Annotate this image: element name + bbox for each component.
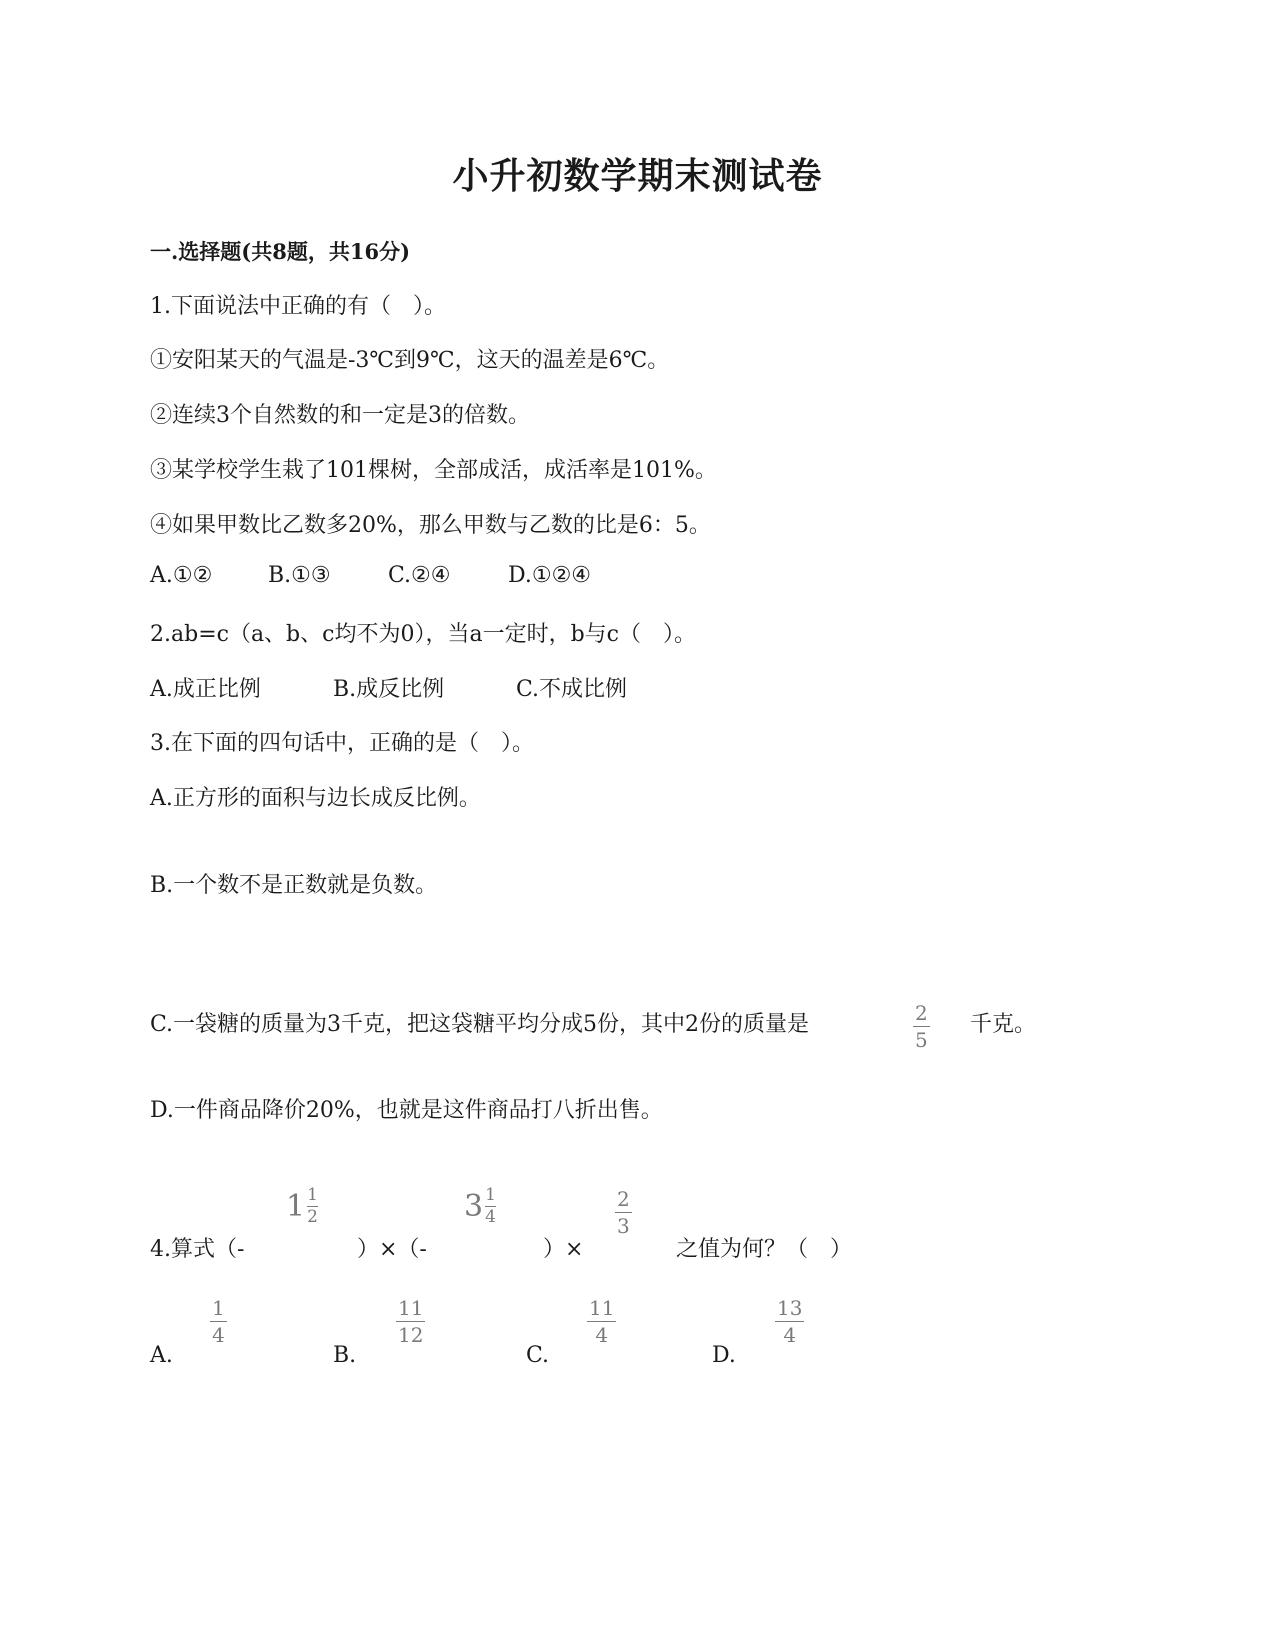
question-3-fraction [913,1003,930,1050]
question-4-stem-mid-2: ）× [543,1237,584,1262]
question-1-statement-3: ③某学校学生栽了101棵树，全部成活，成活率是101%。 [150,458,717,483]
question-4-option-a-fraction [210,1298,227,1345]
question-1-statement-1: ①安阳某天的气温是-3℃到9℃，这天的温差是6℃。 [150,348,670,373]
question-1-statement-2: ②连续3个自然数的和一定是3的倍数。 [150,403,530,428]
fraction-numerator: 2 [915,1001,928,1025]
question-3-unit: 千克。 [970,1012,1037,1037]
question-3-option-d: D.一件商品降价20%，也就是这件商品打八折出售。 [150,1098,663,1123]
fraction-numerator: 11 [589,1296,615,1320]
fraction-denominator: 3 [617,1214,630,1238]
mixed-denominator: 2 [307,1207,318,1227]
question-4-option-b-fraction [396,1298,425,1345]
question-2-option-b: B.成反比例 [333,677,445,702]
question-4-mixed-number-2 [464,1187,496,1226]
question-4-stem-start: 4.算式（- [150,1237,245,1262]
fraction-bar [913,1026,930,1027]
fraction-bar [587,1321,616,1322]
question-4-option-b-label: B. [333,1343,357,1368]
fraction-bar [615,1212,632,1213]
fraction-denominator: 4 [783,1323,797,1347]
question-3-option-c: C.一袋糖的质量为3千克，把这袋糖平均分成5份，其中2份的质量是 [150,1012,810,1037]
fraction-numerator: 11 [398,1296,424,1320]
fraction-denominator: 4 [595,1323,609,1347]
question-4-option-d-label: D. [712,1343,736,1368]
fraction-numerator: 2 [617,1187,630,1211]
question-2-stem: 2.ab=c（a、b、c均不为0），当a一定时，b与c（ ）。 [150,622,696,647]
fraction-bar [210,1321,227,1322]
question-3-option-b: B.一个数不是正数就是负数。 [150,873,438,898]
question-3-stem: 3.在下面的四句话中，正确的是（ ）。 [150,731,534,756]
question-1-option-b: B.①③ [268,563,331,588]
question-4-option-d-fraction [775,1298,804,1345]
question-4-stem-mid-1: ）×（- [357,1237,427,1262]
question-1-stem: 1.下面说法中正确的有（ ）。 [150,294,446,319]
fraction-bar [775,1321,804,1322]
question-2-option-c: C.不成比例 [516,677,628,702]
question-1-statement-4: ④如果甲数比乙数多20%，那么甲数与乙数的比是6：5。 [150,513,711,538]
question-1-option-c: C.②④ [388,563,451,588]
mixed-numerator: 1 [307,1185,318,1205]
fraction-denominator: 12 [398,1323,424,1347]
question-4-option-c-label: C. [526,1343,550,1368]
question-4-option-a-label: A. [150,1343,173,1368]
question-2-option-a: A.成正比例 [150,677,261,702]
section-heading: 一.选择题(共8题，共16分) [150,239,411,264]
fraction-denominator: 4 [212,1323,225,1347]
fraction-denominator: 5 [915,1028,928,1052]
mixed-numerator: 1 [485,1185,496,1205]
question-1-option-a: A.①② [150,563,213,588]
mixed-whole: 1 [286,1189,306,1224]
question-4-fraction [615,1189,632,1236]
mixed-whole: 3 [464,1189,484,1224]
question-4-stem-end: 之值为何？（ ） [676,1237,853,1262]
page-title: 小升初数学期末测试卷 [452,155,823,197]
fraction-numerator: 1 [212,1296,225,1320]
fraction-numerator: 13 [777,1296,803,1320]
mixed-denominator: 4 [485,1207,496,1227]
fraction-bar [396,1321,425,1322]
question-3-option-a: A.正方形的面积与边长成反比例。 [150,786,481,811]
question-1-option-d: D.①②④ [508,563,592,588]
question-4-option-c-fraction [587,1298,616,1345]
question-4-mixed-number-1 [286,1187,318,1226]
